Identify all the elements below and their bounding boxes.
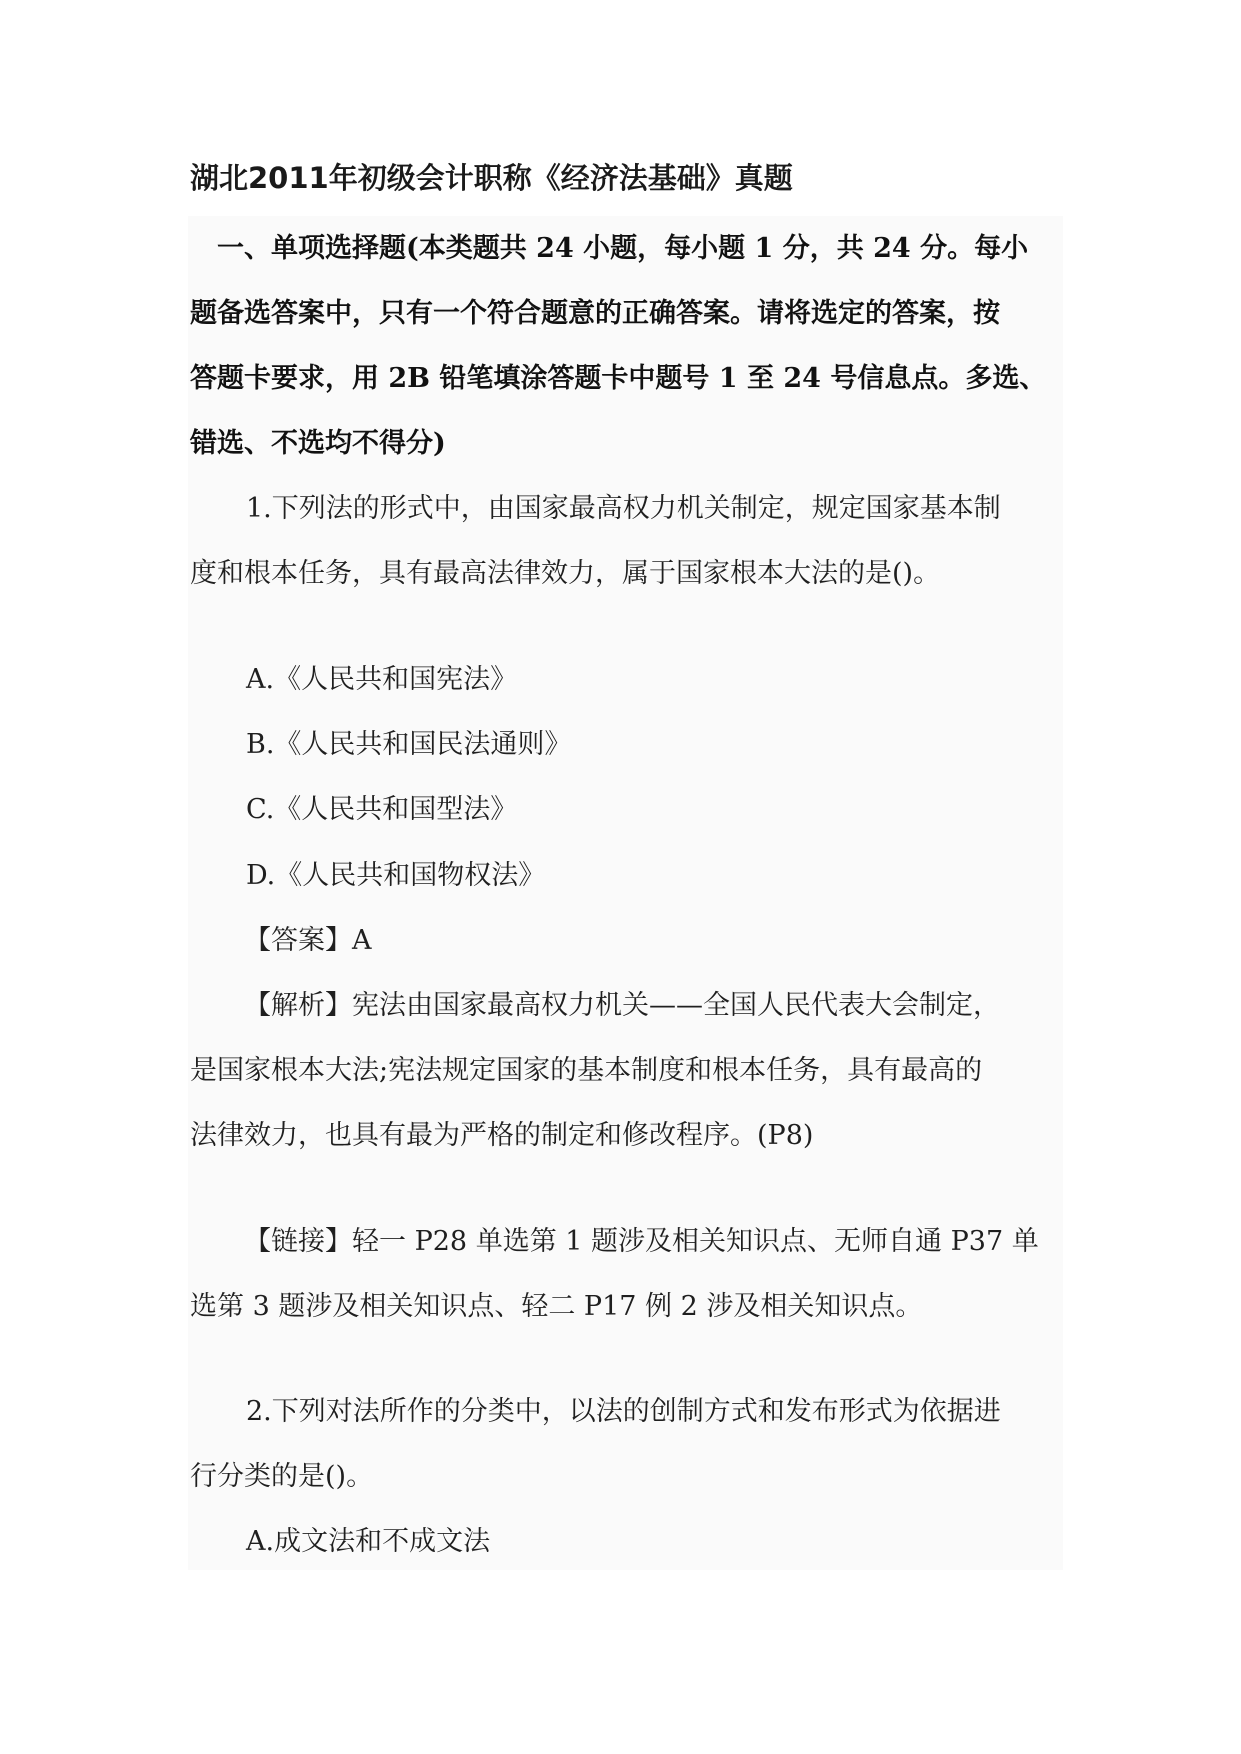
question-1-stem-line-2: 度和根本任务，具有最高法律效力，属于国家根本大法的是()。	[190, 558, 941, 589]
question-1-analysis-line-1: 【解析】宪法由国家最高权力机关——全国人民代表大会制定，	[244, 990, 1000, 1021]
question-2-option-a: A.成文法和不成文法	[246, 1526, 491, 1557]
section-header-line-2: 题备选答案中，只有一个符合题意的正确答案。请将选定的答案，按	[190, 298, 1000, 329]
question-1-option-b: B.《人民共和国民法通则》	[246, 729, 572, 760]
question-1-option-c: C.《人民共和国型法》	[246, 794, 518, 825]
question-1-option-a: A.《人民共和国宪法》	[246, 664, 518, 695]
page-title: 湖北2011年初级会计职称《经济法基础》真题	[190, 161, 793, 195]
question-1-analysis-line-3: 法律效力，也具有最为严格的制定和修改程序。(P8)	[190, 1120, 814, 1151]
question-2-stem-line-1: 2.下列对法所作的分类中，以法的创制方式和发布形式为依据进	[246, 1396, 1001, 1427]
question-1-analysis-line-2: 是国家根本大法;宪法规定国家的基本制度和根本任务，具有最高的	[190, 1055, 983, 1086]
section-header-line-4: 错选、不选均不得分)	[190, 428, 446, 459]
question-1-link-line-1: 【链接】轻一 P28 单选第 1 题涉及相关知识点、无师自通 P37 单	[244, 1226, 1039, 1257]
question-1-stem-line-1: 1.下列法的形式中，由国家最高权力机关制定，规定国家基本制	[246, 493, 1001, 524]
section-header-line-3: 答题卡要求，用 2B 铅笔填涂答题卡中题号 1 至 24 号信息点。多选、	[190, 363, 1047, 394]
section-header-line-1: 一、单项选择题(本类题共 24 小题，每小题 1 分，共 24 分。每小	[217, 233, 1029, 264]
question-1-option-d: D.《人民共和国物权法》	[246, 860, 546, 891]
question-2-stem-line-2: 行分类的是()。	[190, 1461, 374, 1492]
question-1-answer: 【答案】A	[244, 925, 372, 956]
question-1-link-line-2: 选第 3 题涉及相关知识点、轻二 P17 例 2 涉及相关知识点。	[190, 1291, 923, 1322]
